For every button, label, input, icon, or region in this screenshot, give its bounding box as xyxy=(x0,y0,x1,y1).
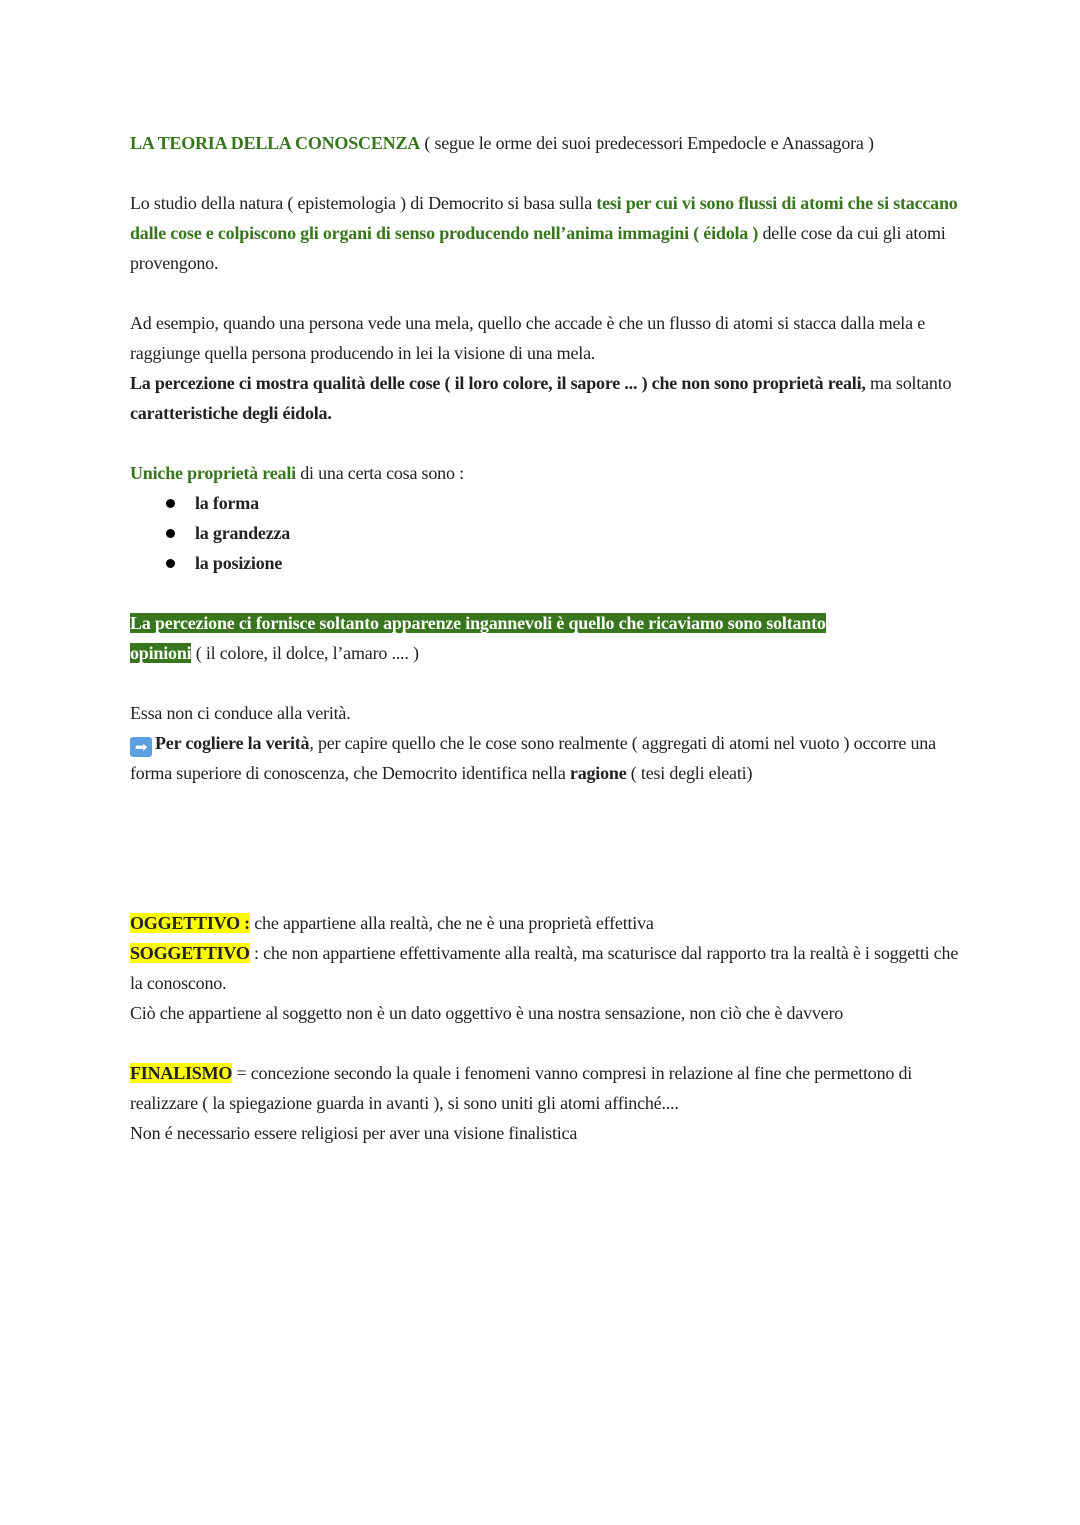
bullet-icon xyxy=(166,529,175,538)
spacer xyxy=(130,788,960,908)
finalismo-label: FINALISMO xyxy=(130,1063,233,1083)
list-item-label: la posizione xyxy=(195,553,283,573)
text-run: Non é necessario essere religiosi per aver una visione finalistica xyxy=(130,1123,578,1143)
reason-term: ragione xyxy=(569,763,627,783)
text-run: Lo studio della natura ( epistemologia ) di Democrito si basa sulla xyxy=(130,193,597,213)
text-run: ma soltanto xyxy=(865,373,952,393)
document-page xyxy=(130,128,960,1148)
text-run: Ciò che appartiene al soggetto non è un dato oggettivo è una nostra sensazione, non ciò che è davvero xyxy=(130,1003,844,1023)
thesis-highlight: tesi per cui vi sono flussi di atomi che si staccano dalle cose e colpiscono gli organi di senso producendo nell’anima immagini ( éidola ) xyxy=(130,193,958,243)
paragraph-apple-example xyxy=(130,308,960,428)
paragraph-atom-flows xyxy=(130,188,960,278)
list-item-label: la forma xyxy=(195,493,259,513)
list-item xyxy=(166,548,960,578)
spacer xyxy=(130,428,960,458)
text-run: Essa non ci conduce alla verità. xyxy=(130,703,351,723)
truth-label: Per cogliere la verità xyxy=(155,733,310,753)
text-run: Ad esempio, quando una persona vede una mela, quello che accade è che un flusso di atomi si stacca dalla mela e raggiunge quella persona producendo in lei la visione di una mela. xyxy=(130,313,925,363)
objective-label: OGGETTIVO : xyxy=(130,913,250,933)
bullet-icon xyxy=(166,559,175,568)
heading-line xyxy=(130,128,960,158)
spacer xyxy=(130,668,960,698)
properties-intro xyxy=(130,458,960,488)
spacer xyxy=(130,1028,960,1058)
text-run: che appartiene alla realtà, che ne è una proprietà effettiva xyxy=(249,913,654,933)
right-arrow-icon: ➡ xyxy=(130,737,152,757)
text-run: delle cose da cui gli atomi provengono. xyxy=(130,223,946,273)
text-run: ( tesi degli eleati) xyxy=(626,763,753,783)
spacer xyxy=(130,578,960,608)
eidola-characteristics: caratteristiche degli éidola. xyxy=(130,403,332,423)
text-run: , per capire quello che le cose sono realmente ( aggregati di atomi nel vuoto ) occorre una forma superiore di conoscenza, che Democrito identifica nella xyxy=(130,733,936,783)
text-run: = concezione secondo la quale i fenomeni vanno compresi in relazione al fine che permettono di realizzare ( la spiegazione guarda in avanti ), si sono uniti gli atomi affinché.... xyxy=(130,1063,913,1113)
definitions xyxy=(130,908,960,1028)
perception-highlight: La percezione ci fornisce soltanto apparenze ingannevoli è quello che ricaviamo sono soltanto xyxy=(130,613,826,633)
text-run: di una certa cosa sono : xyxy=(295,463,464,483)
spacer xyxy=(130,158,960,188)
paragraph-perception xyxy=(130,608,960,668)
text-run: : che non appartiene effettivamente alla realtà, ma scaturisce dal rapporto tra la realtà è i soggetti che la conoscono. xyxy=(130,943,959,993)
section-title: LA TEORIA DELLA CONOSCENZA xyxy=(130,133,421,153)
perception-qualities: La percezione ci mostra qualità delle cose ( il loro colore, il sapore ... ) che non sono proprietà reali, xyxy=(130,373,866,393)
real-properties-label: Uniche proprietà reali xyxy=(130,463,296,483)
list-item xyxy=(166,518,960,548)
paragraph-truth xyxy=(130,698,960,788)
text-run: ( il colore, il dolce, l’amaro .... ) xyxy=(191,643,419,663)
list-item xyxy=(166,488,960,518)
opinions-highlight: opinioni xyxy=(130,643,192,663)
finalismo-definition xyxy=(130,1058,960,1148)
properties-list xyxy=(130,488,960,578)
subjective-label: SOGGETTIVO xyxy=(130,943,250,963)
title-note: ( segue le orme dei suoi predecessori Empedocle e Anassagora ) xyxy=(420,133,874,153)
spacer xyxy=(130,278,960,308)
bullet-icon xyxy=(166,499,175,508)
list-item-label: la grandezza xyxy=(195,523,291,543)
